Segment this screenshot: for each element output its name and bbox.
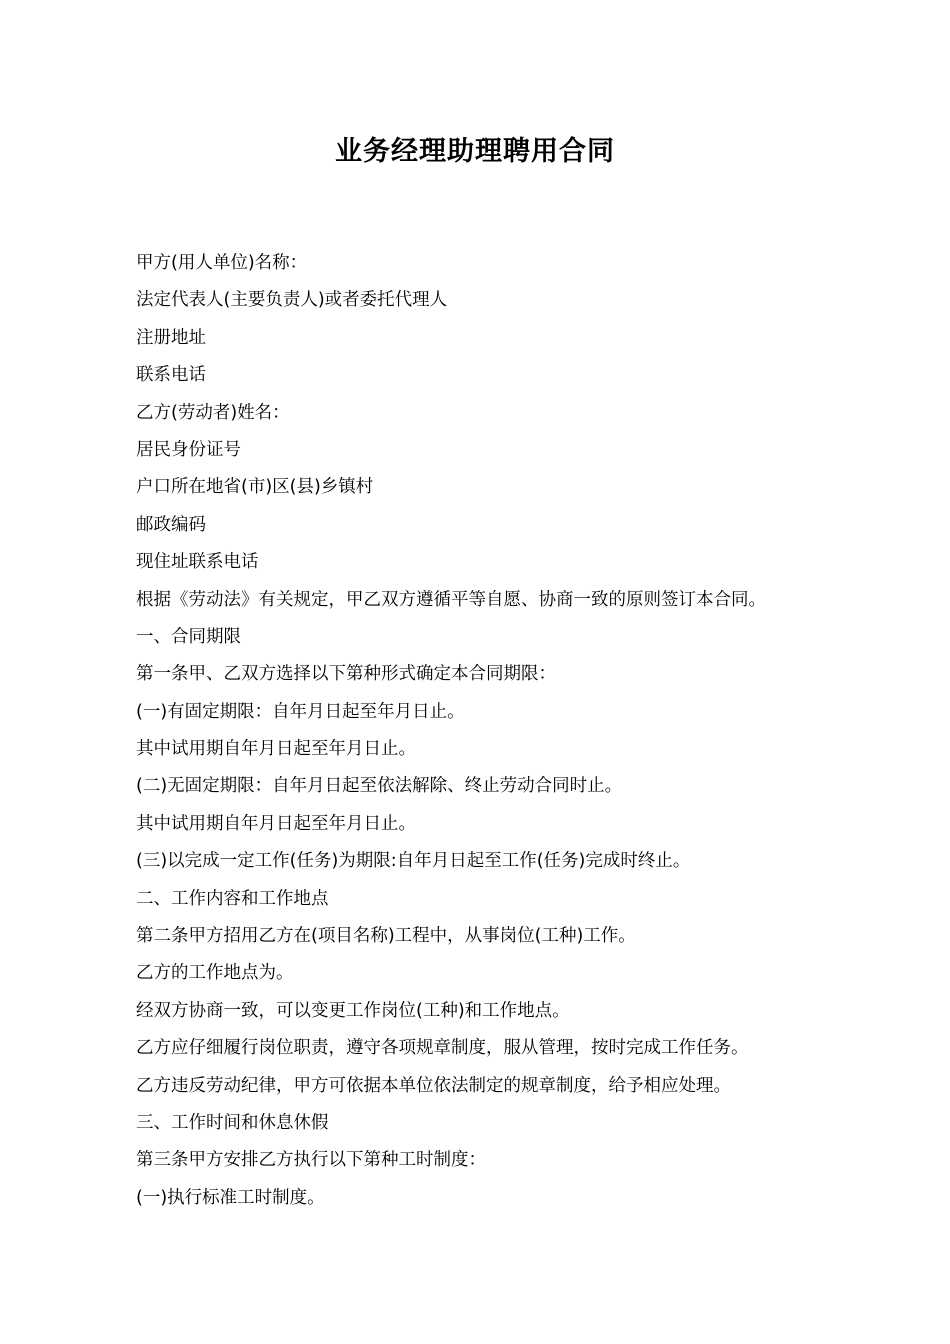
article-3-line: 第三条甲方安排乙方执行以下第种工时制度： [136,1150,486,1171]
fixed-term-probation-line: 其中试用期自年月日起至年月日止。 [136,739,416,760]
discipline-line: 乙方违反劳动纪律，甲方可依据本单位依法制定的规章制度，给予相应处理。 [136,1075,731,1096]
party-a-name-line: 甲方(用人单位)名称： [136,253,308,273]
current-address-phone-line: 现住址联系电话 [136,552,259,573]
document-title: 业务经理助理聘用合同 [335,136,615,167]
party-b-name-line: 乙方(劳动者)姓名： [136,402,290,423]
fixed-term-line: (一)有固定期限：自年月日起至年月日止。 [136,701,465,722]
standard-hours-line: (一)执行标准工时制度。 [136,1187,325,1208]
article-1-line: 第一条甲、乙双方选择以下第种形式确定本合同期限： [136,664,556,685]
open-term-line: (二)无固定期限：自年月日起至依法解除、终止劳动合同时止。 [136,776,623,797]
work-location-line: 乙方的工作地点为。 [136,963,294,984]
household-registration-line: 户口所在地省(市)区(县)乡镇村 [136,477,374,498]
open-term-probation-line: 其中试用期自年月日起至年月日止。 [136,813,416,834]
party-a-phone-line: 联系电话 [136,365,206,386]
section-heading-contract-term: 一、合同期限 [136,626,241,647]
article-2-line: 第二条甲方招用乙方在(项目名称)工程中，从事岗位(工种)工作。 [136,926,636,947]
duties-line: 乙方应仔细履行岗位职责，遵守各项规章制度，服从管理，按时完成工作任务。 [136,1038,749,1059]
registered-address-line: 注册地址 [136,327,206,348]
document-body [136,245,836,1217]
legal-representative-line: 法定代表人(主要负责人)或者委托代理人 [136,290,448,311]
section-heading-working-hours: 三、工作时间和休息休假 [136,1112,329,1133]
section-heading-work-content: 二、工作内容和工作地点 [136,888,329,909]
id-number-line: 居民身份证号 [136,439,241,460]
task-term-line: (三)以完成一定工作(任务)为期限:自年月日起至工作(任务)完成时终止。 [136,851,691,872]
preamble-paragraph: 根据《劳动法》有关规定，甲乙双方遵循平等自愿、协商一致的原则签订本合同。 [136,589,766,610]
postal-code-line: 邮政编码 [136,514,206,535]
position-change-line: 经双方协商一致，可以变更工作岗位(工种)和工作地点。 [136,1000,570,1021]
